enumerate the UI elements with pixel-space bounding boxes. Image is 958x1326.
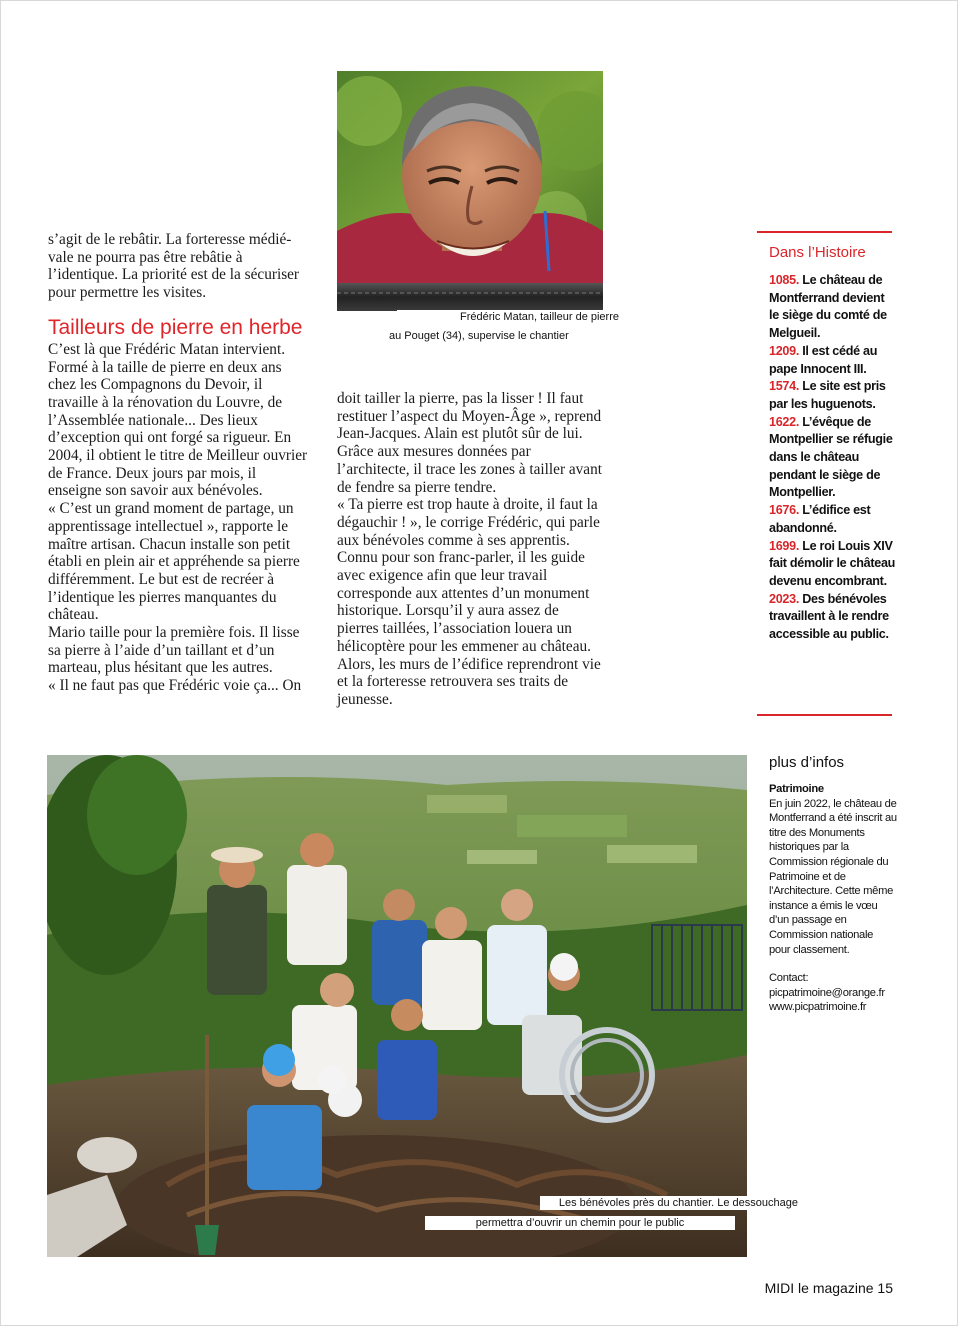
info-title: plus d’infos	[769, 754, 845, 771]
article-subhead: Tailleurs de pierre en herbe	[48, 315, 303, 339]
history-entry-text: Le site est pris par les huguenots.	[769, 379, 886, 411]
history-entry-text: L’édifice est abandonné.	[769, 503, 871, 535]
history-timeline	[769, 272, 897, 644]
info-website[interactable]: www.picpatrimoine.fr	[769, 1001, 867, 1014]
portrait-photo-illustration	[337, 71, 603, 311]
history-entry-text: Le roi Louis XIV fait démolir le château devenu encombrant.	[769, 538, 896, 588]
history-entry	[769, 591, 897, 644]
info-block	[769, 782, 897, 1015]
group-caption-line-2: permettra d’ouvrir un chemin pour le public	[425, 1216, 735, 1230]
history-entry-text: L’évêque de Montpellier se réfugie dans le château pendant le siège de Montpellier.	[769, 414, 893, 500]
history-bottom-rule	[757, 714, 892, 716]
column-1-paragraph: « Il ne faut pas que Frédéric voie ça... On	[48, 677, 302, 695]
history-entry	[769, 538, 897, 591]
history-entry-year: 2023.	[769, 591, 800, 606]
info-body: En juin 2022, le château de Montferrand a été inscrit au titre des Monuments historiques par la Commission régionale du Patrimoine et de l’Architecture. Cette même instance a émis le vœu d’un passage en Commission nationale pour classement.	[769, 797, 897, 956]
volunteers-group-photo	[47, 755, 747, 1257]
portrait-photo	[337, 71, 603, 311]
column-1-paragraph: Mario taille pour la première fois. Il lisse sa pierre à l’aide d’un taillant et d’un marteau, plus hésitant que les autres.	[48, 624, 300, 677]
portrait-caption-line-1: Frédéric Matan, tailleur de pierre	[397, 310, 625, 324]
history-entry	[769, 502, 897, 537]
article-column-2	[337, 390, 603, 709]
history-entry	[769, 272, 897, 343]
column-1-intro: s’agit de le rebâtir. La forteresse médié-vale ne pourra pas être rebâtie à l’identique. La priorité est de la sécuriser pour permettre les visites.	[48, 231, 300, 302]
history-entry-year: 1574.	[769, 379, 800, 394]
history-title: Dans l’Histoire	[769, 244, 866, 261]
volunteers-photo-illustration	[47, 755, 747, 1257]
history-entry-year: 1622.	[769, 414, 800, 429]
history-entry	[769, 378, 897, 413]
column-1-paragraph: C’est là que Frédéric Matan intervient. Formé à la taille de pierre en deux ans chez les Compagnons du Devoir, il travaille à la rénovation du Louvre, de l’Assemblée nationale... Des lieux d’exception qui ont forgé sa rigueur. En 2004, il obtient le titre de Meilleur ouvrier de France. Deux jours par mois, il enseigne son savoir aux bénévoles.	[48, 340, 308, 500]
history-entry-year: 1209.	[769, 343, 800, 358]
column-2-paragraph: doit tailler la pierre, pas la lisser ! Il faut restituer l’aspect du Moyen-Âge », reprend Jean-Jacques. Alain est plutôt sûr de lui. Grâce aux mesures données par l’architecte, il trace les zones à tailler avant de fendre sa pierre tendre.	[337, 390, 602, 496]
history-entry-text: Des bénévoles travaillent à le rendre accessible au public.	[769, 591, 889, 642]
column-1-paragraph: « C’est un grand moment de partage, un apprentissage intellectuel », rapporte le maître artisan. Chacun installe son petit établi en plein air et appréhende sa pierre différemment. Le but est de recréer à l’identique les pierres manquantes du château.	[48, 500, 300, 624]
history-top-rule	[757, 231, 892, 233]
info-heading: Patrimoine	[769, 783, 824, 795]
history-entry-text: Il est cédé au pape Innocent III.	[769, 343, 878, 376]
info-contact[interactable]: Contact: picpatrimoine@orange.fr	[769, 972, 885, 999]
portrait-caption-line-2: au Pouget (34), supervise le chantier	[383, 329, 591, 343]
history-entry-text: Le château de Montferrand devient le siège du comté de Melgueil.	[769, 273, 887, 341]
page-footer: MIDI le magazine 15	[764, 1280, 893, 1296]
history-entry-year: 1085.	[769, 273, 800, 287]
column-2-paragraph: « Ta pierre est trop haute à droite, il faut la dégauchir ! », le corrige Frédéric, qui parle aux bénévoles comme à ses apprentis. Connu pour son franc-parler, il les guide avec exigence afin que leur travail corresponde aux attentes d’un monument historique. Lorsqu’il y aura assez de pierres taillées, l’association louera un hélicoptère pour les emmener au château. Alors, les murs de l’édifice reprendront vie et la forteresse retrouvera ses traits de jeunesse.	[337, 496, 601, 708]
article-column-1	[48, 231, 310, 695]
history-entry	[769, 414, 897, 503]
group-caption-line-1: Les bénévoles près du chantier. Le dessouchage	[540, 1196, 804, 1210]
history-entry-year: 1676.	[769, 503, 800, 518]
history-entry-year: 1699.	[769, 538, 800, 553]
history-entry	[769, 343, 897, 378]
